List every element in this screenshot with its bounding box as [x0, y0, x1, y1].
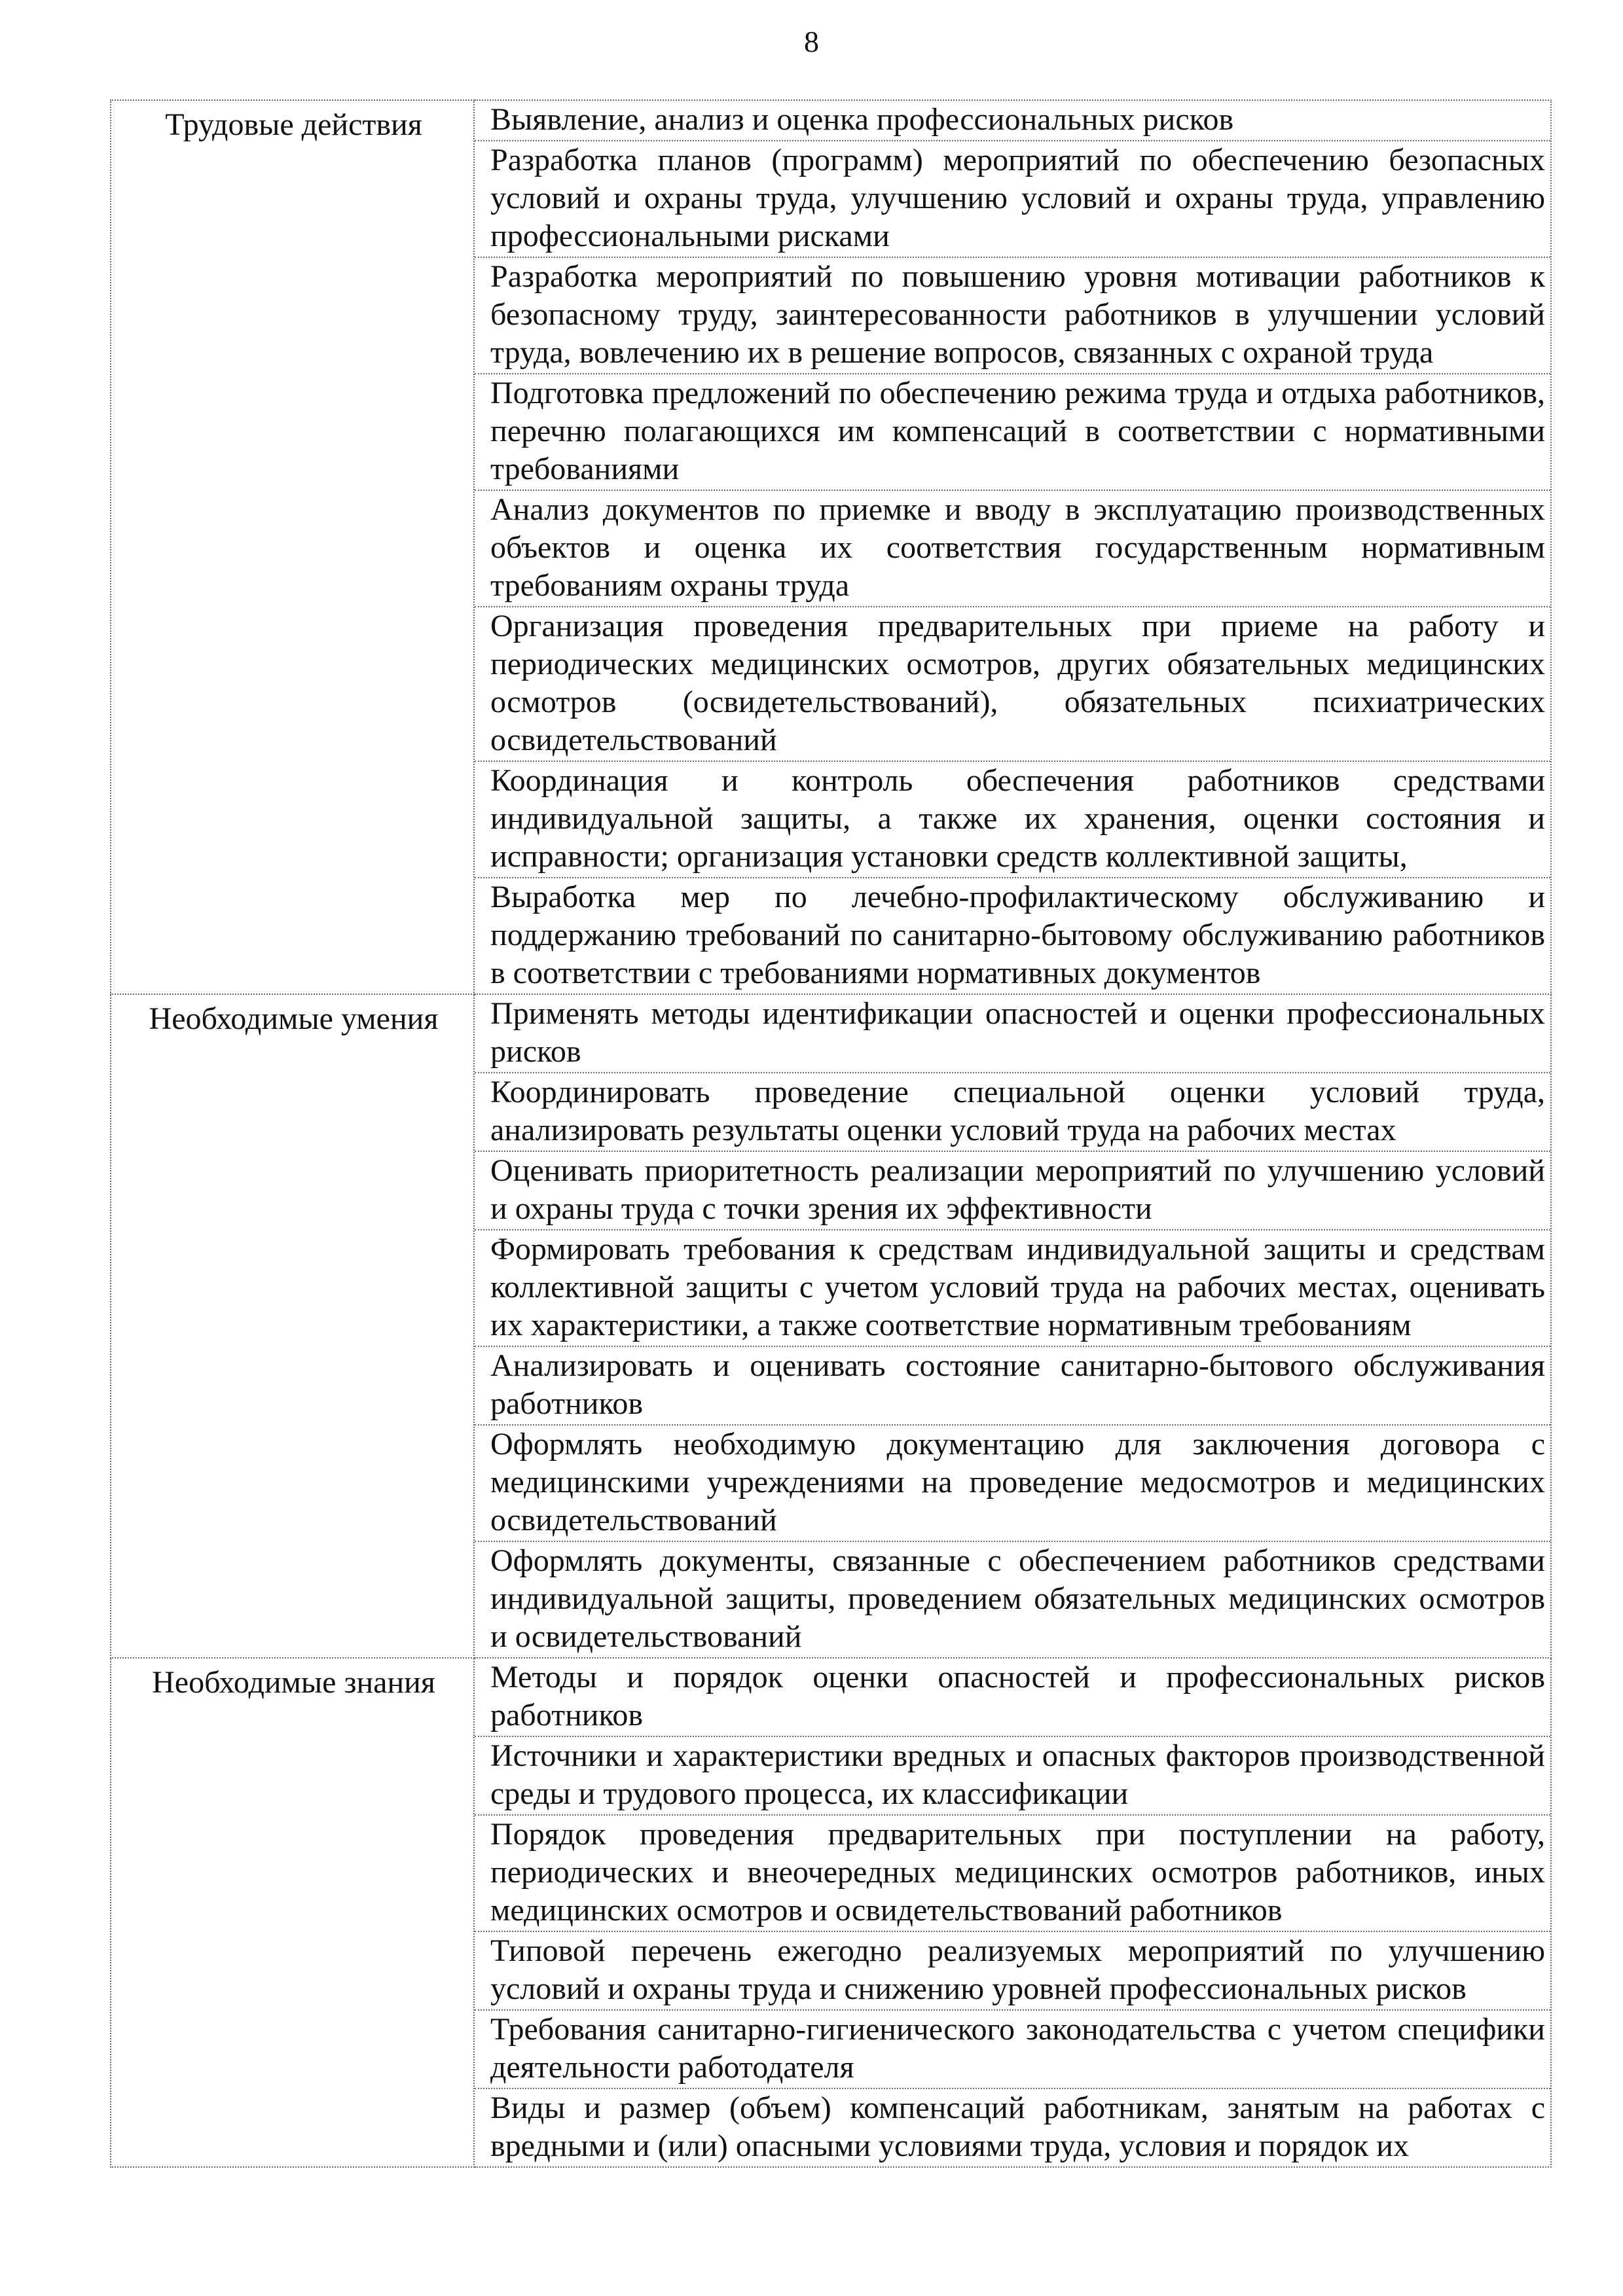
- list-item: Применять методы идентификации опасностей и оценки профессиональных рисков: [475, 995, 1550, 1073]
- list-item: Оформлять необходимую документацию для заключения договора с медицинскими учреждениями на проведение медосмотров и медицинских освидетельствований: [475, 1426, 1550, 1542]
- table-row-required-knowledge: [111, 1658, 1551, 2167]
- list-item: Координация и контроль обеспечения работников средствами индивидуальной защиты, а также их хранения, оценки состояния и исправности; организация установки средств коллективной защиты,: [475, 762, 1550, 878]
- list-item: Требования санитарно-гигиенического законодательства с учетом специфики деятельности работодателя: [475, 2011, 1550, 2089]
- requirements-table: [110, 99, 1552, 2168]
- section-label-cell: [111, 1658, 474, 2167]
- list-item: Организация проведения предварительных при приеме на работу и периодических медицинских осмотров, других обязательных медицинских осмотров (освидетельствований), обязательных психиатрических освидетельствований: [475, 607, 1550, 762]
- section-items-cell: [474, 994, 1551, 1658]
- list-item: Координировать проведение специальной оценки условий труда, анализировать результаты оценки условий труда на рабочих местах: [475, 1073, 1550, 1152]
- section-label-required-skills: Необходимые умения: [149, 1001, 439, 1036]
- list-item: Методы и порядок оценки опасностей и профессиональных рисков работников: [475, 1659, 1550, 1737]
- list-item: Типовой перечень ежегодно реализуемых мероприятий по улучшению условий и охраны труда и снижению уровней профессиональных рисков: [475, 1932, 1550, 2011]
- page-number: 8: [804, 25, 819, 58]
- section-label-labor-actions: Трудовые действия: [165, 107, 422, 142]
- list-item: Анализировать и оценивать состояние санитарно-бытового обслуживания работников: [475, 1347, 1550, 1426]
- list-item: Выявление, анализ и оценка профессиональных рисков: [475, 101, 1550, 141]
- table-row-required-skills: [111, 994, 1551, 1658]
- list-item: Порядок проведения предварительных при поступлении на работу, периодических и внеочередных медицинских осмотров работников, иных медицинских осмотров и освидетельствований работников: [475, 1816, 1550, 1932]
- list-item: Разработка планов (программ) мероприятий по обеспечению безопасных условий и охраны труда, улучшению условий и охраны труда, управлению профессиональными рисками: [475, 141, 1550, 258]
- list-item: Оформлять документы, связанные с обеспечением работников средствами индивидуальной защиты, проведением обязательных медицинских осмотров и освидетельствований: [490, 1543, 1545, 1654]
- list-item: Виды и размер (объем) компенсаций работникам, занятым на работах с вредными и (или) опасными условиями труда, условия и порядок их: [490, 2090, 1545, 2163]
- list-item: Выработка мер по лечебно-профилактическому обслуживанию и поддержанию требований по санитарно-бытовому обслуживанию работников в соответствии с требованиями нормативных документов: [490, 880, 1545, 990]
- section-items-cell: [474, 100, 1551, 994]
- section-label-required-knowledge: Необходимые знания: [152, 1665, 435, 1700]
- list-item: Оценивать приоритетность реализации мероприятий по улучшению условий и охраны труда с точки зрения их эффективности: [475, 1152, 1550, 1230]
- section-label-cell: [111, 994, 474, 1658]
- table-row-labor-actions: [111, 100, 1551, 994]
- section-items-cell: [474, 1658, 1551, 2167]
- list-item: Подготовка предложений по обеспечению режима труда и отдыха работников, перечню полагающихся им компенсаций в соответствии с нормативными требованиями: [475, 374, 1550, 491]
- section-label-cell: [111, 100, 474, 994]
- list-item: Анализ документов по приемке и вводу в эксплуатацию производственных объектов и оценка их соответствия государственным нормативным требованиям охраны труда: [475, 491, 1550, 607]
- list-item: Разработка мероприятий по повышению уровня мотивации работников к безопасному труду, заинтересованности работников в улучшении условий труда, вовлечению их в решение вопросов, связанных с охраной труда: [475, 258, 1550, 374]
- list-item: Формировать требования к средствам индивидуальной защиты и средствам коллективной защиты с учетом условий труда на рабочих местах, оценивать их характеристики, а также соответствие нормативным требованиям: [475, 1230, 1550, 1347]
- list-item: Источники и характеристики вредных и опасных факторов производственной среды и трудового процесса, их классификации: [475, 1737, 1550, 1816]
